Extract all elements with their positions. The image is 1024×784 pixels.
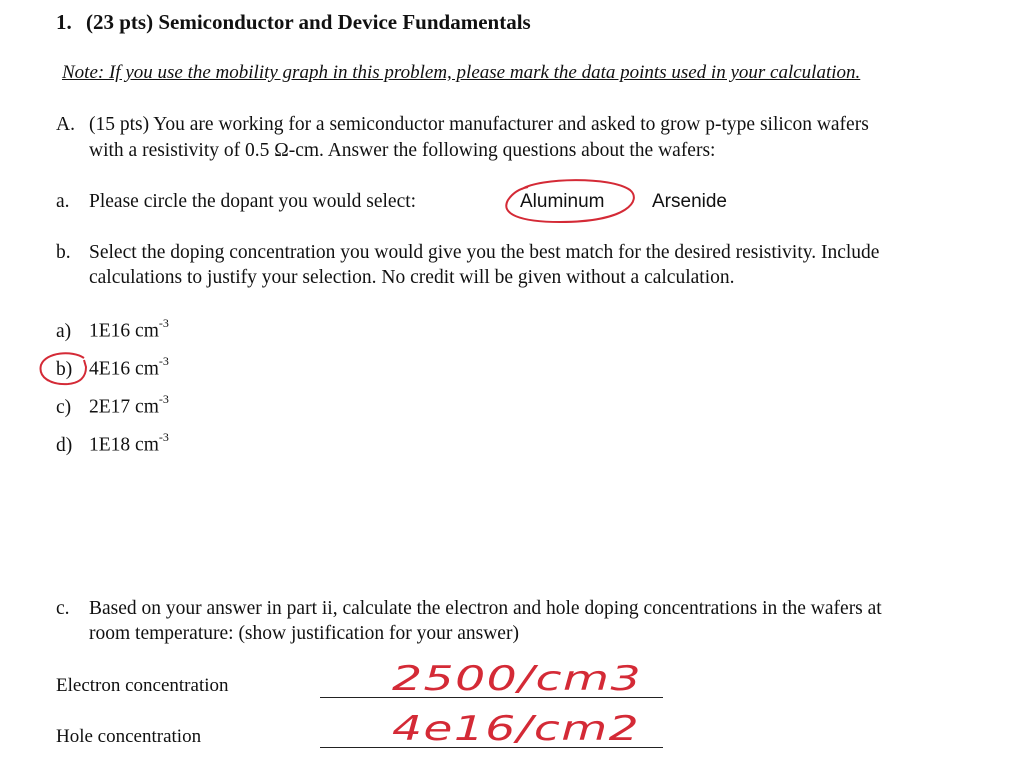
handwritten-hole-value: 4e16/cm2 xyxy=(392,709,640,749)
option-b-circle-mark xyxy=(41,353,86,384)
part-a-label: A. xyxy=(56,114,75,135)
question-b-text-1: Select the doping concentration you would give you the best match for the desired resistivity. Include xyxy=(89,242,880,263)
question-c-text-2: room temperature: (show justification for your answer) xyxy=(89,623,519,644)
option-exponent: -3 xyxy=(158,316,169,330)
part-a-text-2: with a resistivity of 0.5 Ω-cm. Answer the following questions about the wafers: xyxy=(89,140,716,161)
question-a-label: a. xyxy=(56,191,70,212)
choice-arsenide[interactable]: Arsenide xyxy=(652,191,727,212)
option-value: 1E16 cm xyxy=(89,320,159,342)
question-b-text-2: calculations to justify your selection. No credit will be given without a calculation. xyxy=(89,267,735,288)
option-label: a) xyxy=(56,320,72,342)
electron-concentration-label: Electron concentration xyxy=(56,675,229,696)
option-label: b) xyxy=(56,358,73,380)
option-exponent: -3 xyxy=(158,392,169,406)
option-label: c) xyxy=(56,396,72,418)
option-value: 2E17 cm xyxy=(89,396,159,418)
question-number: 1. xyxy=(56,10,72,34)
note-text: Note: If you use the mobility graph in this problem, please mark the data points used in your calculation. xyxy=(62,62,861,83)
question-b-label: b. xyxy=(56,242,71,263)
aluminum-circle-mark xyxy=(506,180,634,222)
option-value: 4E16 cm xyxy=(89,358,159,380)
question-title: (23 pts) Semiconductor and Device Fundamentals xyxy=(86,10,531,34)
handwritten-electron-value: 2500/cm3 xyxy=(392,659,642,699)
hole-concentration-label: Hole concentration xyxy=(56,726,202,747)
choice-aluminum[interactable]: Aluminum xyxy=(520,191,605,212)
part-a-text-1: (15 pts) You are working for a semiconductor manufacturer and asked to grow p-type silicon wafers xyxy=(89,114,869,135)
question-c-label: c. xyxy=(56,598,70,619)
option-exponent: -3 xyxy=(158,430,169,444)
question-c-text-1: Based on your answer in part ii, calculate the electron and hole doping concentrations in the wafers at xyxy=(89,598,882,619)
option-value: 1E18 cm xyxy=(89,434,159,456)
option-exponent: -3 xyxy=(158,354,169,368)
option-label: d) xyxy=(56,434,73,456)
question-a-prompt: Please circle the dopant you would select: xyxy=(89,191,417,212)
